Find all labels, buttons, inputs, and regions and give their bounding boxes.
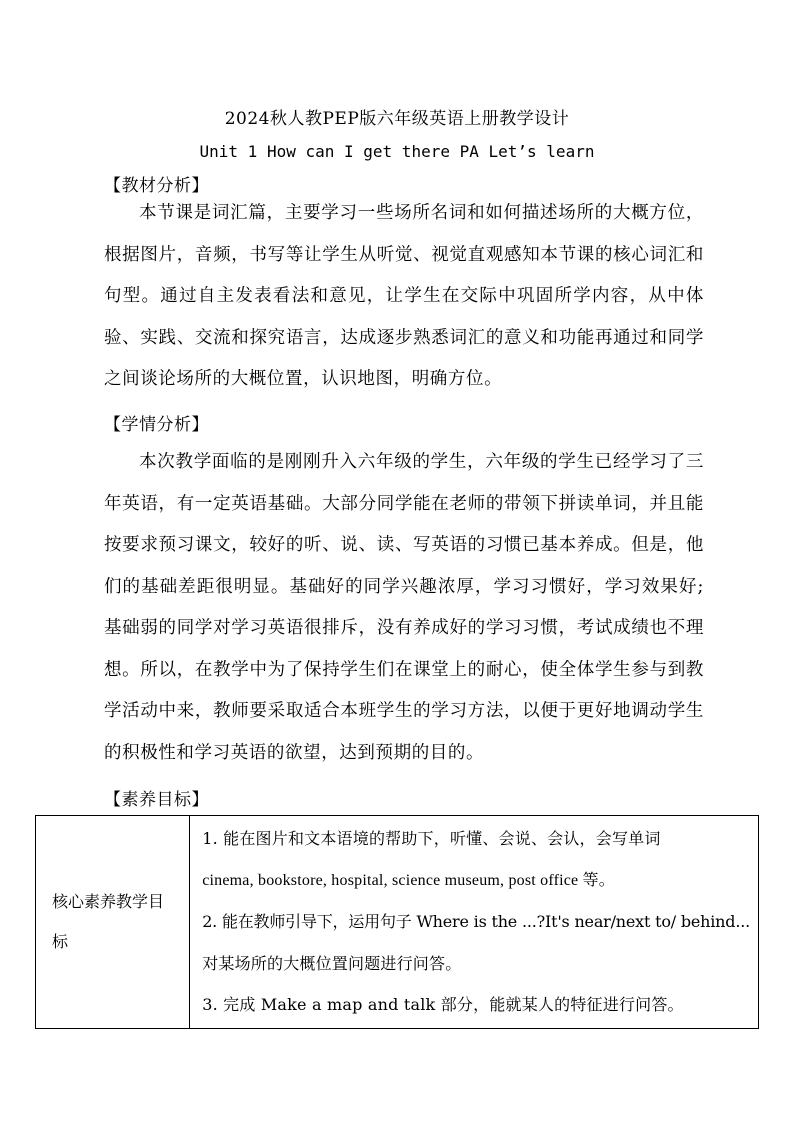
goals-table-label: 核心素养教学目标 bbox=[36, 816, 190, 1029]
goal-line: 2. 能在教师引导下，运用句子 Where is the ...?It's near/next to/ behind... bbox=[202, 912, 750, 931]
section-heading-literacy-goals: 【素养目标】 bbox=[104, 790, 209, 810]
section-heading-textbook-analysis: 【教材分析】 bbox=[104, 176, 209, 196]
goal-line: cinema, bookstore, hospital, science museum, post office 等。 bbox=[202, 871, 615, 889]
student-analysis-paragraph: 本次教学面临的是刚刚升入六年级的学生，六年级的学生已经学习了三年英语，有一定英语基础。大部分同学能在老师的带领下拼读单词，并且能按要求预习课文，较好的听、说、读、写英语的习惯已基本养成。但是，他们的基础差距很明显。基础好的同学兴趣浓厚，学习习惯好，学习效果好;基础弱的同学对学习英语很排斥，没有养成好的学习习惯，考试成绩也不理想。所以，在教学中为了保持学生们在课堂上的耐心，使全体学生参与到教学活动中来，教师要采取适合本班学生的学习方法，以便于更好地调动学生的积极性和学习英语的欲望，达到预期的目的。 bbox=[104, 452, 704, 763]
goals-table-content bbox=[190, 816, 759, 1029]
goals-table bbox=[35, 815, 759, 1029]
goal-line: 3. 完成 Make a map and talk 部分，能就某人的特征进行问答。 bbox=[202, 995, 684, 1014]
goal-line: 对某场所的大概位置问题进行问答。 bbox=[202, 953, 462, 973]
document-title: 2024秋人教PEP版六年级英语上册教学设计 bbox=[224, 109, 570, 129]
section-heading-student-analysis: 【学情分析】 bbox=[104, 415, 209, 435]
textbook-analysis-paragraph: 本节课是词汇篇，主要学习一些场所名词和如何描述场所的大概方位，根据图片，音频，书写等让学生从听觉、视觉直观感知本节课的核心词汇和句型。通过自主发表看法和意见，让学生在交际中巩固所学内容，从中体验、实践、交流和探究语言，达成逐步熟悉词汇的意义和功能再通过和同学之间谈论场所的大概位置，认识地图，明确方位。 bbox=[104, 203, 704, 389]
document-subtitle: Unit 1 How can I get there PA Let’s learn bbox=[199, 142, 595, 161]
goal-line: 1. 能在图片和文本语境的帮助下，听懂、会说、会认，会写单词 bbox=[202, 829, 661, 848]
